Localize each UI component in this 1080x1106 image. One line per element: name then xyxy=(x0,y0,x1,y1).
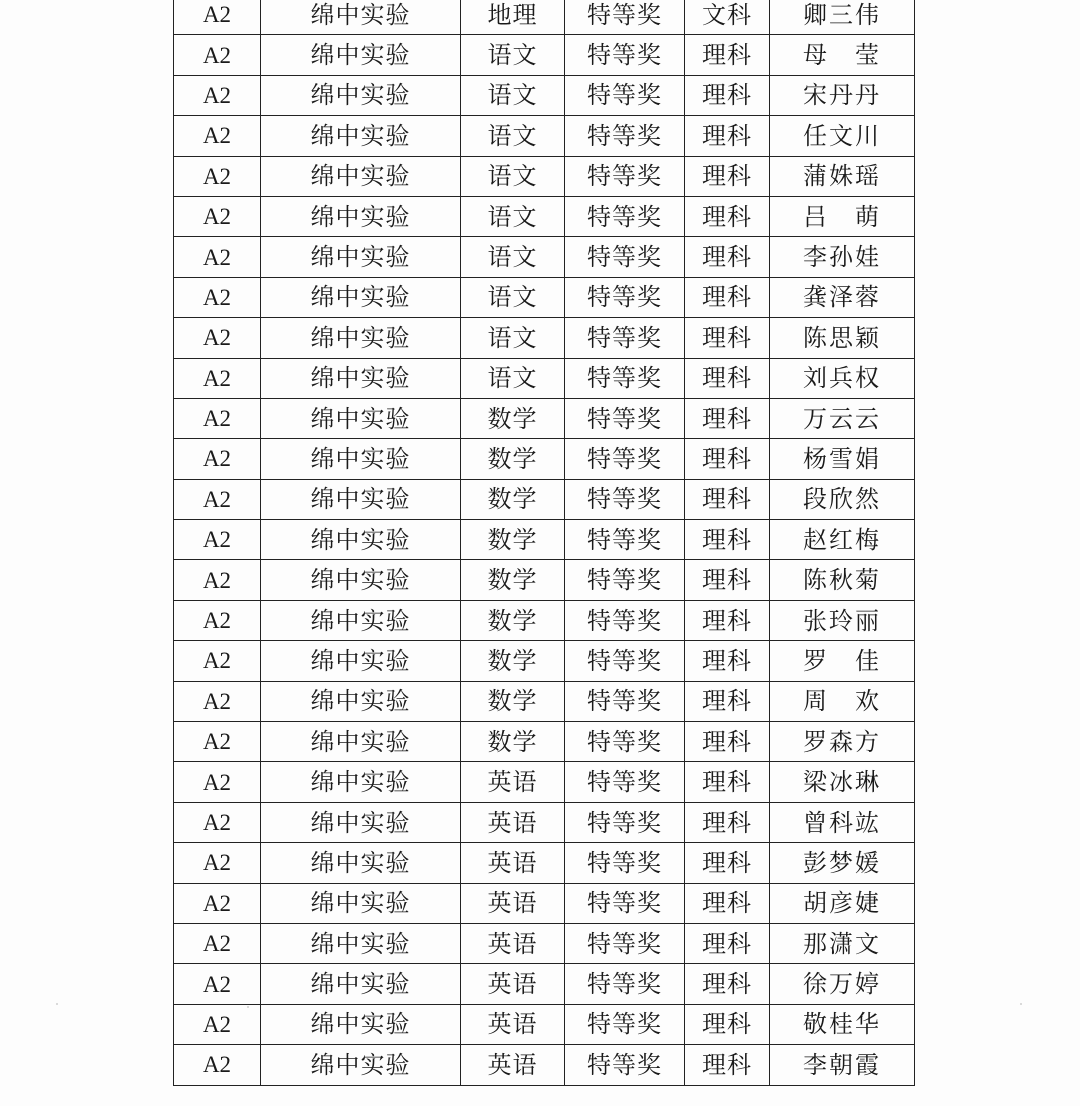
award-cell: 特等奖 xyxy=(565,0,685,35)
school-cell: 绵中实验 xyxy=(261,0,461,35)
group-cell: A2 xyxy=(174,156,261,196)
school-cell: 绵中实验 xyxy=(261,883,461,923)
group-cell: A2 xyxy=(174,560,261,600)
group-cell: A2 xyxy=(174,883,261,923)
track-cell: 理科 xyxy=(685,398,770,438)
table-row xyxy=(174,75,915,115)
subject-cell: 语文 xyxy=(461,318,565,358)
student-name-cell: 张玲丽 xyxy=(770,600,915,640)
student-name-cell: 杨雪娟 xyxy=(770,439,915,479)
school-cell: 绵中实验 xyxy=(261,277,461,317)
school-cell: 绵中实验 xyxy=(261,964,461,1004)
subject-cell: 语文 xyxy=(461,116,565,156)
subject-cell: 地理 xyxy=(461,0,565,35)
award-cell: 特等奖 xyxy=(565,520,685,560)
award-cell: 特等奖 xyxy=(565,1045,685,1085)
track-cell: 理科 xyxy=(685,762,770,802)
school-cell: 绵中实验 xyxy=(261,802,461,842)
school-cell: 绵中实验 xyxy=(261,479,461,519)
group-cell: A2 xyxy=(174,196,261,236)
award-cell: 特等奖 xyxy=(565,762,685,802)
track-cell: 理科 xyxy=(685,237,770,277)
group-cell: A2 xyxy=(174,479,261,519)
award-cell: 特等奖 xyxy=(565,75,685,115)
scan-speck xyxy=(1020,1003,1022,1005)
table-row xyxy=(174,883,915,923)
school-cell: 绵中实验 xyxy=(261,560,461,600)
table-row xyxy=(174,923,915,963)
group-cell: A2 xyxy=(174,520,261,560)
group-cell: A2 xyxy=(174,802,261,842)
student-name-cell: 卿三伟 xyxy=(770,0,915,35)
student-name-cell: 徐万婷 xyxy=(770,964,915,1004)
table-row xyxy=(174,237,915,277)
table-row xyxy=(174,641,915,681)
group-cell: A2 xyxy=(174,641,261,681)
school-cell: 绵中实验 xyxy=(261,318,461,358)
subject-cell: 数学 xyxy=(461,479,565,519)
subject-cell: 英语 xyxy=(461,883,565,923)
group-cell: A2 xyxy=(174,277,261,317)
table-row xyxy=(174,196,915,236)
award-cell: 特等奖 xyxy=(565,156,685,196)
student-name-cell: 母 莹 xyxy=(770,35,915,75)
table-row xyxy=(174,116,915,156)
school-cell: 绵中实验 xyxy=(261,196,461,236)
student-name-cell: 罗森方 xyxy=(770,722,915,762)
award-cell: 特等奖 xyxy=(565,722,685,762)
track-cell: 理科 xyxy=(685,883,770,923)
scan-speck xyxy=(247,1006,249,1008)
award-cell: 特等奖 xyxy=(565,479,685,519)
subject-cell: 数学 xyxy=(461,600,565,640)
track-cell: 理科 xyxy=(685,923,770,963)
subject-cell: 语文 xyxy=(461,196,565,236)
award-list-body xyxy=(174,0,915,1085)
school-cell: 绵中实验 xyxy=(261,1004,461,1044)
track-cell: 理科 xyxy=(685,722,770,762)
award-cell: 特等奖 xyxy=(565,802,685,842)
group-cell: A2 xyxy=(174,964,261,1004)
table-row xyxy=(174,479,915,519)
group-cell: A2 xyxy=(174,681,261,721)
group-cell: A2 xyxy=(174,35,261,75)
table-row xyxy=(174,964,915,1004)
table-row xyxy=(174,35,915,75)
track-cell: 理科 xyxy=(685,1004,770,1044)
subject-cell: 语文 xyxy=(461,156,565,196)
subject-cell: 英语 xyxy=(461,1004,565,1044)
track-cell: 理科 xyxy=(685,277,770,317)
group-cell: A2 xyxy=(174,398,261,438)
school-cell: 绵中实验 xyxy=(261,923,461,963)
student-name-cell: 周 欢 xyxy=(770,681,915,721)
group-cell: A2 xyxy=(174,358,261,398)
student-name-cell: 梁冰琳 xyxy=(770,762,915,802)
school-cell: 绵中实验 xyxy=(261,600,461,640)
award-cell: 特等奖 xyxy=(565,923,685,963)
group-cell: A2 xyxy=(174,75,261,115)
school-cell: 绵中实验 xyxy=(261,358,461,398)
student-name-cell: 彭梦媛 xyxy=(770,843,915,883)
table-row xyxy=(174,0,915,35)
table-row xyxy=(174,560,915,600)
subject-cell: 数学 xyxy=(461,439,565,479)
student-name-cell: 刘兵权 xyxy=(770,358,915,398)
school-cell: 绵中实验 xyxy=(261,237,461,277)
table-row xyxy=(174,681,915,721)
subject-cell: 语文 xyxy=(461,75,565,115)
subject-cell: 语文 xyxy=(461,35,565,75)
school-cell: 绵中实验 xyxy=(261,75,461,115)
table-row xyxy=(174,1004,915,1044)
table-row xyxy=(174,722,915,762)
student-name-cell: 敬桂华 xyxy=(770,1004,915,1044)
student-name-cell: 宋丹丹 xyxy=(770,75,915,115)
school-cell: 绵中实验 xyxy=(261,35,461,75)
track-cell: 理科 xyxy=(685,116,770,156)
table-row xyxy=(174,318,915,358)
subject-cell: 英语 xyxy=(461,1045,565,1085)
track-cell: 理科 xyxy=(685,600,770,640)
track-cell: 理科 xyxy=(685,75,770,115)
subject-cell: 英语 xyxy=(461,802,565,842)
subject-cell: 语文 xyxy=(461,277,565,317)
track-cell: 理科 xyxy=(685,520,770,560)
subject-cell: 语文 xyxy=(461,358,565,398)
table-row xyxy=(174,156,915,196)
subject-cell: 数学 xyxy=(461,722,565,762)
school-cell: 绵中实验 xyxy=(261,762,461,802)
student-name-cell: 任文川 xyxy=(770,116,915,156)
award-cell: 特等奖 xyxy=(565,641,685,681)
award-cell: 特等奖 xyxy=(565,116,685,156)
subject-cell: 数学 xyxy=(461,560,565,600)
track-cell: 理科 xyxy=(685,358,770,398)
track-cell: 理科 xyxy=(685,641,770,681)
award-cell: 特等奖 xyxy=(565,318,685,358)
table-row xyxy=(174,843,915,883)
school-cell: 绵中实验 xyxy=(261,520,461,560)
student-name-cell: 段欣然 xyxy=(770,479,915,519)
award-cell: 特等奖 xyxy=(565,237,685,277)
group-cell: A2 xyxy=(174,0,261,35)
track-cell: 理科 xyxy=(685,681,770,721)
track-cell: 理科 xyxy=(685,802,770,842)
table-row xyxy=(174,358,915,398)
subject-cell: 语文 xyxy=(461,237,565,277)
table-row xyxy=(174,277,915,317)
award-cell: 特等奖 xyxy=(565,358,685,398)
student-name-cell: 蒲姝瑶 xyxy=(770,156,915,196)
student-name-cell: 赵红梅 xyxy=(770,520,915,560)
school-cell: 绵中实验 xyxy=(261,156,461,196)
track-cell: 理科 xyxy=(685,35,770,75)
student-name-cell: 曾科竑 xyxy=(770,802,915,842)
table-row xyxy=(174,398,915,438)
award-cell: 特等奖 xyxy=(565,883,685,923)
school-cell: 绵中实验 xyxy=(261,398,461,438)
award-cell: 特等奖 xyxy=(565,1004,685,1044)
student-name-cell: 陈秋菊 xyxy=(770,560,915,600)
group-cell: A2 xyxy=(174,1004,261,1044)
student-name-cell: 李孙娃 xyxy=(770,237,915,277)
track-cell: 文科 xyxy=(685,0,770,35)
group-cell: A2 xyxy=(174,318,261,358)
subject-cell: 英语 xyxy=(461,762,565,802)
track-cell: 理科 xyxy=(685,1045,770,1085)
track-cell: 理科 xyxy=(685,560,770,600)
track-cell: 理科 xyxy=(685,156,770,196)
award-cell: 特等奖 xyxy=(565,560,685,600)
group-cell: A2 xyxy=(174,722,261,762)
subject-cell: 数学 xyxy=(461,681,565,721)
track-cell: 理科 xyxy=(685,318,770,358)
track-cell: 理科 xyxy=(685,843,770,883)
award-cell: 特等奖 xyxy=(565,196,685,236)
student-name-cell: 吕 萌 xyxy=(770,196,915,236)
track-cell: 理科 xyxy=(685,479,770,519)
table-row xyxy=(174,762,915,802)
award-cell: 特等奖 xyxy=(565,439,685,479)
school-cell: 绵中实验 xyxy=(261,116,461,156)
award-cell: 特等奖 xyxy=(565,35,685,75)
table-row xyxy=(174,802,915,842)
track-cell: 理科 xyxy=(685,964,770,1004)
student-name-cell: 龚泽蓉 xyxy=(770,277,915,317)
table-row xyxy=(174,1045,915,1085)
award-cell: 特等奖 xyxy=(565,398,685,438)
scan-speck xyxy=(56,1003,58,1005)
group-cell: A2 xyxy=(174,762,261,802)
school-cell: 绵中实验 xyxy=(261,681,461,721)
subject-cell: 数学 xyxy=(461,641,565,681)
award-cell: 特等奖 xyxy=(565,681,685,721)
subject-cell: 英语 xyxy=(461,843,565,883)
student-name-cell: 胡彦婕 xyxy=(770,883,915,923)
school-cell: 绵中实验 xyxy=(261,1045,461,1085)
group-cell: A2 xyxy=(174,923,261,963)
group-cell: A2 xyxy=(174,1045,261,1085)
group-cell: A2 xyxy=(174,600,261,640)
school-cell: 绵中实验 xyxy=(261,843,461,883)
student-name-cell: 万云云 xyxy=(770,398,915,438)
award-list-table xyxy=(173,0,915,1086)
group-cell: A2 xyxy=(174,439,261,479)
award-cell: 特等奖 xyxy=(565,964,685,1004)
subject-cell: 英语 xyxy=(461,964,565,1004)
award-cell: 特等奖 xyxy=(565,843,685,883)
subject-cell: 英语 xyxy=(461,923,565,963)
school-cell: 绵中实验 xyxy=(261,439,461,479)
student-name-cell: 那潇文 xyxy=(770,923,915,963)
student-name-cell: 陈思颖 xyxy=(770,318,915,358)
award-cell: 特等奖 xyxy=(565,600,685,640)
track-cell: 理科 xyxy=(685,439,770,479)
group-cell: A2 xyxy=(174,237,261,277)
student-name-cell: 罗 佳 xyxy=(770,641,915,681)
subject-cell: 数学 xyxy=(461,520,565,560)
group-cell: A2 xyxy=(174,116,261,156)
track-cell: 理科 xyxy=(685,196,770,236)
school-cell: 绵中实验 xyxy=(261,722,461,762)
table-row xyxy=(174,439,915,479)
student-name-cell: 李朝霞 xyxy=(770,1045,915,1085)
group-cell: A2 xyxy=(174,843,261,883)
table-row xyxy=(174,520,915,560)
school-cell: 绵中实验 xyxy=(261,641,461,681)
table-row xyxy=(174,600,915,640)
award-cell: 特等奖 xyxy=(565,277,685,317)
subject-cell: 数学 xyxy=(461,398,565,438)
